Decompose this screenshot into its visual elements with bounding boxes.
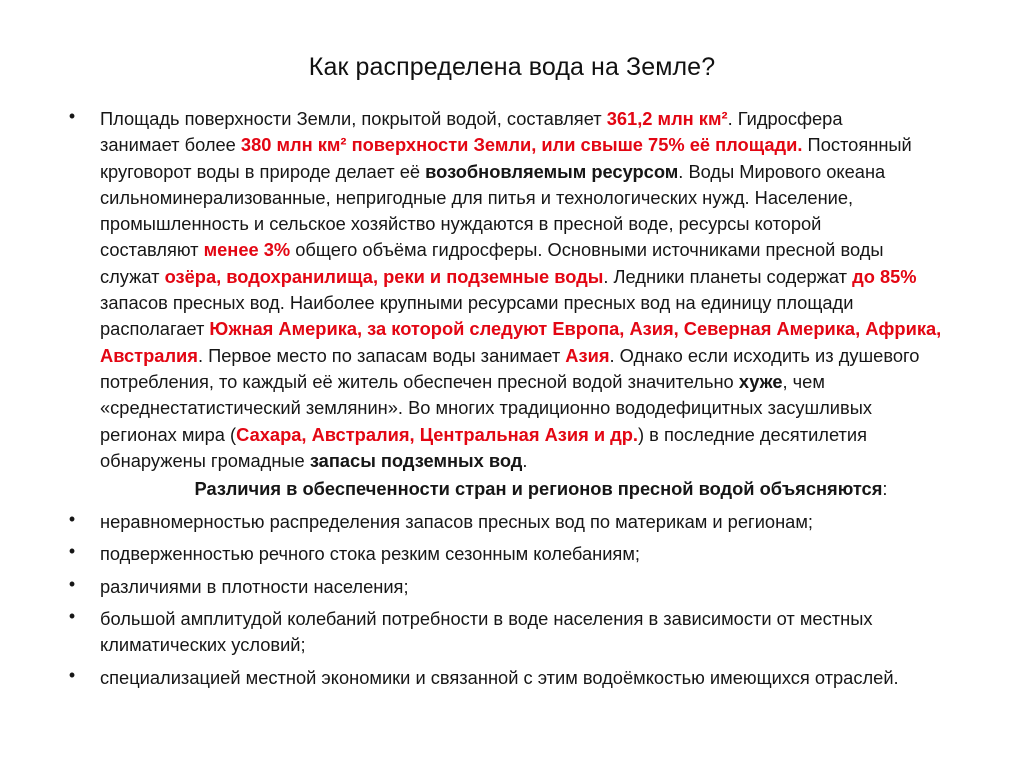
highlight-text: Австралия [100,344,198,366]
list-item-line: большой амплитудой колебаний потребности в воде населения в зависимости от местных [100,608,873,630]
highlight-text: озёра, водохранилища, реки и подземные воды [164,265,604,287]
paragraph-line [100,422,992,448]
subheading-suffix: : [882,478,888,500]
subheading [62,475,992,503]
text-run: . Воды Мирового океана [678,160,886,182]
bullet-icon: • [68,664,76,685]
paragraph-line [100,185,992,211]
bold-text: хуже [738,370,783,392]
bullet-icon: • [68,106,76,126]
paragraph-line [100,237,992,263]
paragraph-line [100,132,992,158]
text-run: . Ледники планеты содержат [603,265,853,287]
bullet-icon: • [68,509,76,530]
highlight-text: 380 млн км² поверхности Земли, или свыше 75% её площади. [240,134,803,156]
subheading-text: Различия в обеспеченности стран и регионов пресной водой объясняются [194,478,883,500]
highlight-text: менее 3% [203,239,291,261]
paragraph-line [100,211,992,237]
text-run: составляют [100,239,204,261]
text-run: . Однако если исходить из душевого [609,344,920,366]
bullet-icon: • [68,573,76,594]
text-run: Площадь поверхности Земли, покрытой водой, составляет [100,108,607,129]
bold-text: запасы подземных вод [309,449,523,471]
highlight-text: 361,2 млн км² [606,108,728,129]
paragraph-line [100,290,992,316]
paragraph-lines [100,106,992,474]
text-run: сильноминерализованные, непригодные для питья и технологических нужд. Население, [100,186,854,208]
text-run: потребления, то каждый её житель обеспечен пресной водой значительно [100,370,739,392]
paragraph-line [100,159,992,185]
paragraph-line [100,448,992,474]
paragraph-line [100,395,992,421]
text-run: регионах мира ( [100,423,237,445]
slide-body [62,106,992,691]
list-item-line: подверженностью речного стока резким сезонным колебаниям; [100,543,640,565]
highlight-text: Южная Америка, за которой следуют Европа, Азия, Северная Америка, Африка, [209,318,942,340]
paragraph-line [100,316,992,342]
text-run: «среднестатистический землянин». Во многих традиционно вододефицитных засушливых [100,397,873,419]
text-run: . Гидросфера [727,108,843,129]
list-item-line: неравномерностью распределения запасов пресных вод по материкам и регионам; [100,511,813,533]
text-run: . [522,449,528,471]
main-paragraph [62,106,992,474]
list-item [62,509,992,535]
bullet-icon: • [68,606,76,627]
text-run: общего объёма гидросферы. Основными источниками пресной воды [290,239,884,261]
text-run: занимает более [100,134,241,156]
reasons-list [62,509,992,691]
text-run: запасов пресных вод. Наиболее крупными ресурсами пресных вод на единицу площади [100,292,854,314]
list-item-line: специализацией местной экономики и связанной с этим водоёмкостью имеющихся отраслей. [100,666,899,688]
highlight-text: Азия [565,344,610,366]
list-item [62,541,992,567]
bullet-icon: • [68,541,76,562]
paragraph-line [100,343,992,369]
list-item [62,574,992,600]
highlight-text: Сахара, Австралия, Центральная Азия и др. [236,423,639,445]
list-item-line: климатических условий; [100,634,306,656]
text-run: промышленность и сельское хозяйство нуждаются в пресной воде, ресурсы которой [100,213,822,235]
text-run: Постоянный [802,134,912,156]
list-item [62,606,992,659]
slide-title: Как распределена вода на Земле? [308,53,716,81]
highlight-text: до 85% [852,265,917,287]
text-run: обнаружены громадные [100,449,310,471]
list-item [62,665,992,691]
text-run: , чем [782,370,825,392]
text-run: располагает [100,318,210,340]
list-item-line: различиями в плотности населения; [100,575,409,597]
paragraph-line [100,264,992,290]
bold-text: возобновляемым ресурсом [425,160,679,182]
text-run: . Первое место по запасам воды занимает [197,344,566,366]
text-run: круговорот воды в природе делает её [100,160,426,182]
text-run: ) в последние десятилетия [638,423,868,445]
paragraph-line [100,106,992,132]
text-run: служат [100,265,165,287]
paragraph-line [100,369,992,395]
